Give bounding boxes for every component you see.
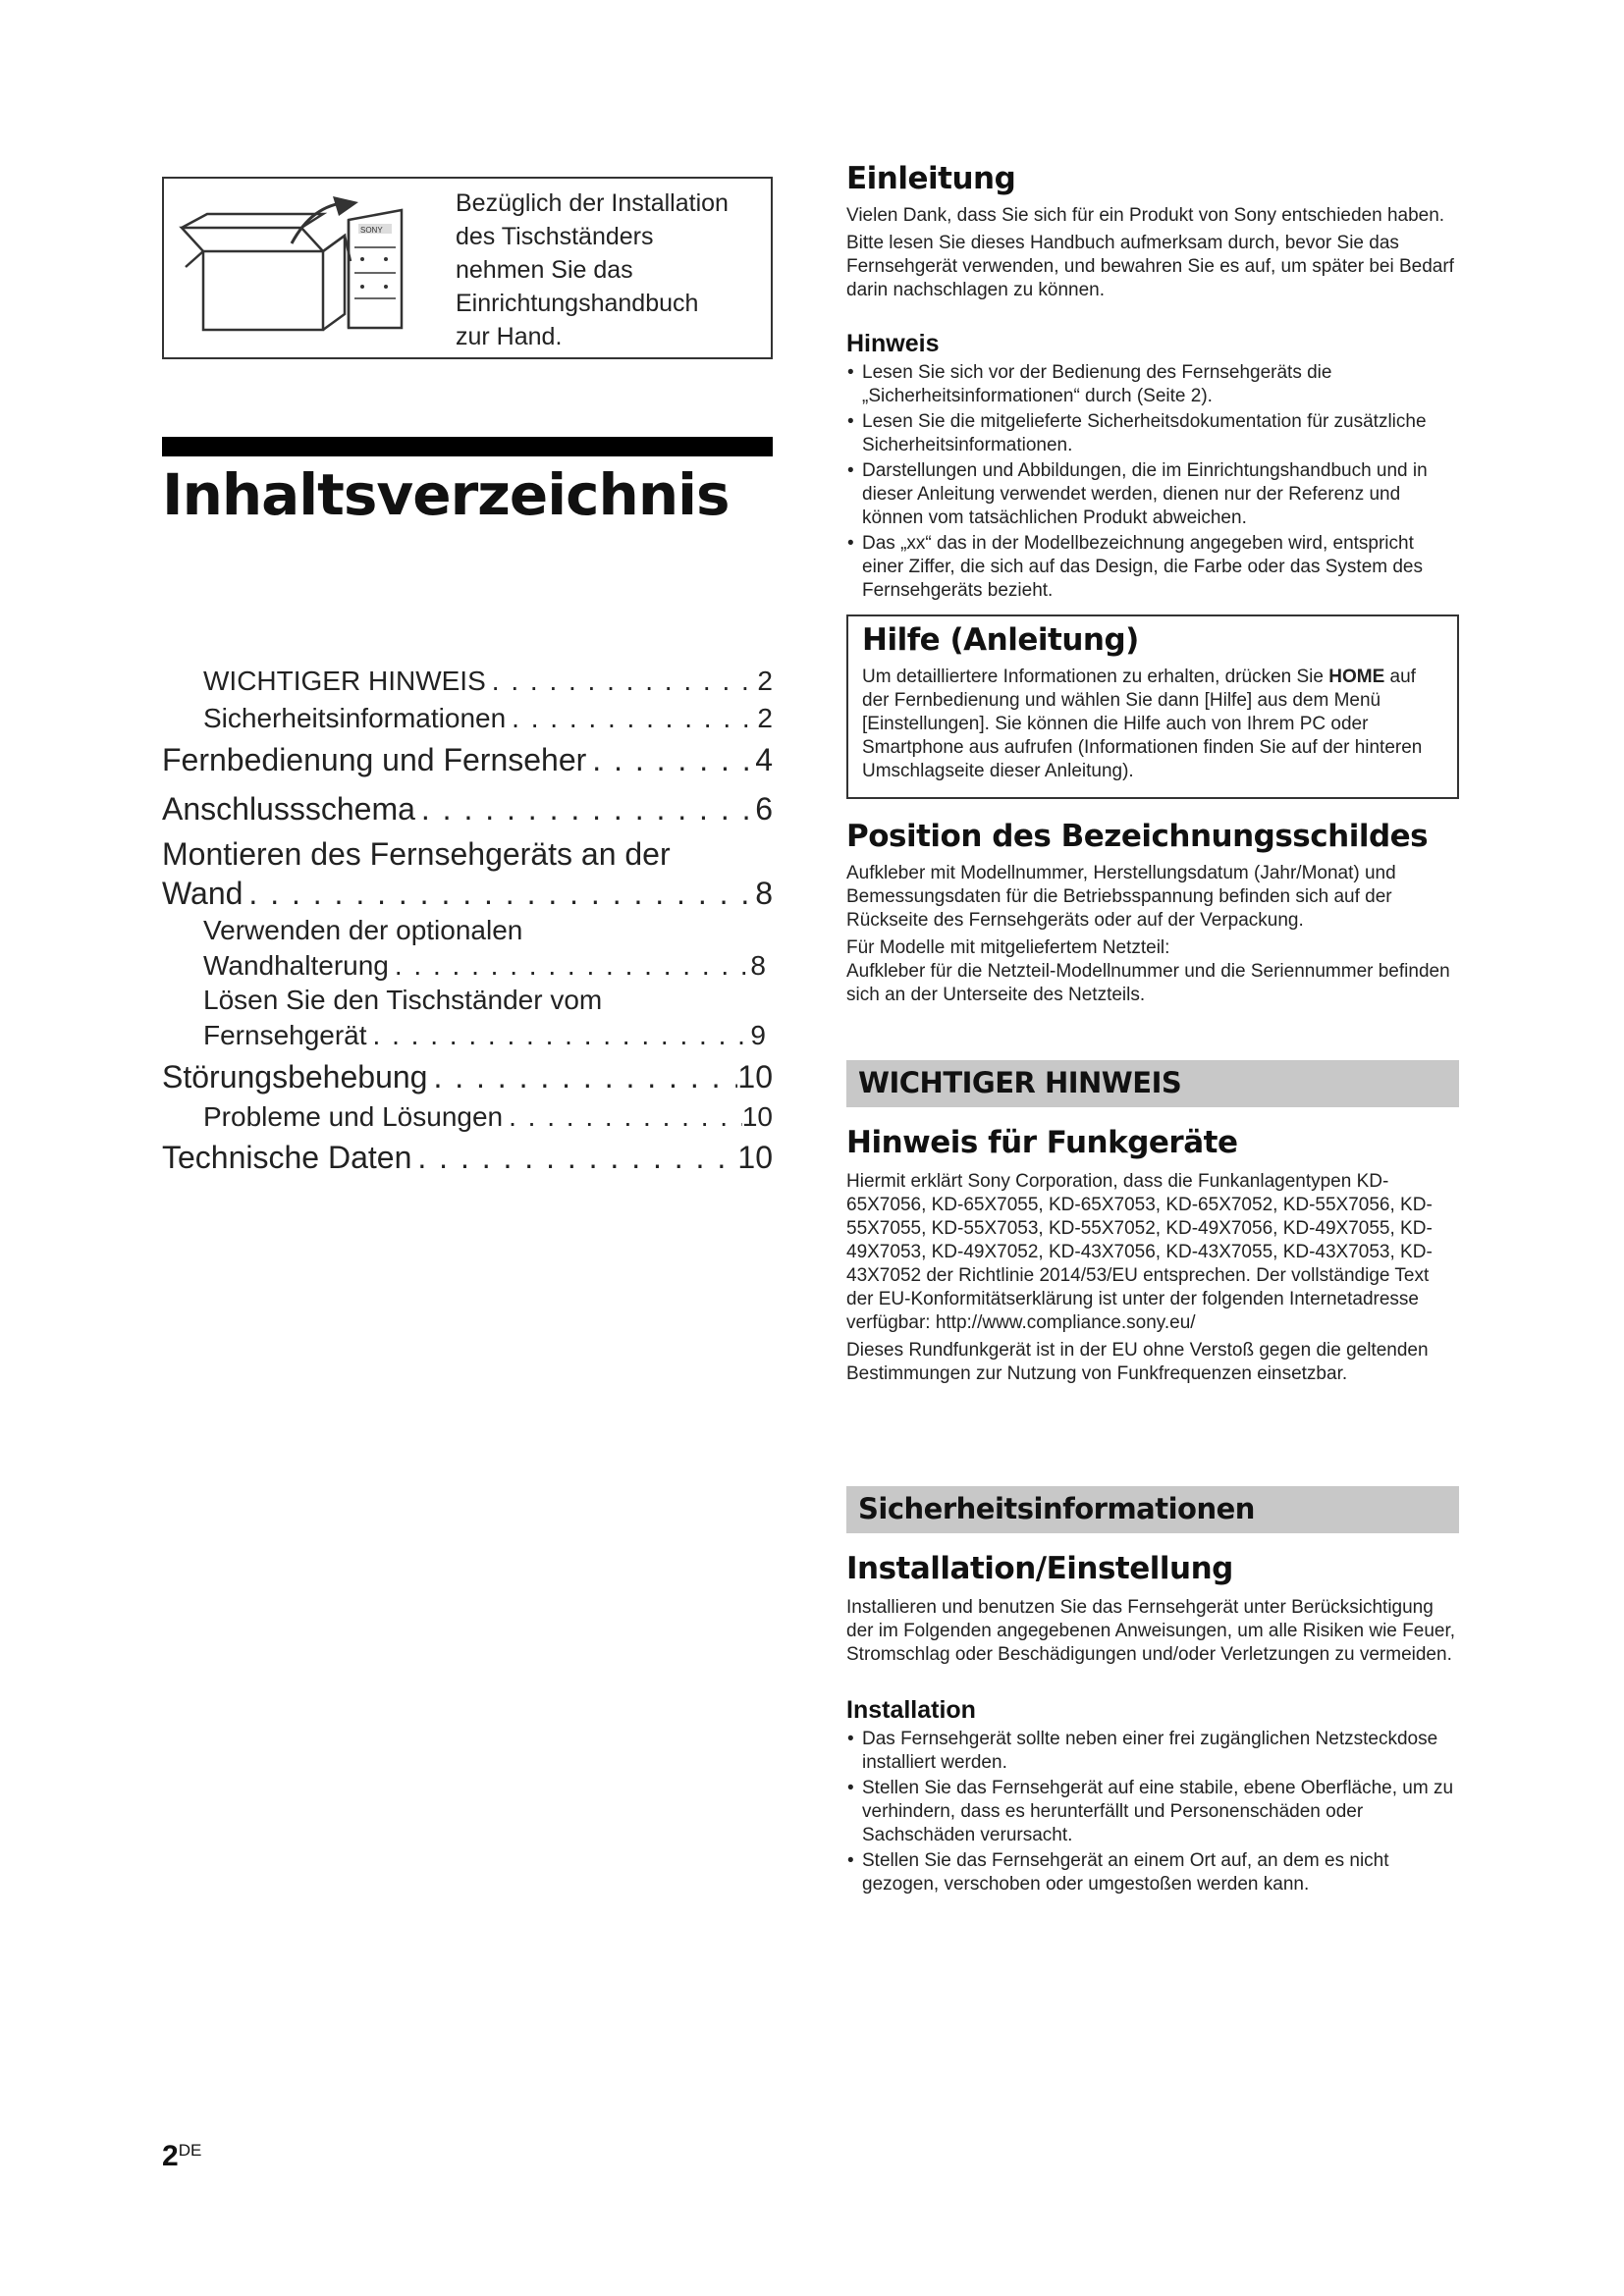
- toc-entry[interactable]: Fernsehgerät . . . 9: [203, 1020, 766, 1051]
- toc-entry[interactable]: WICHTIGER HINWEIS . . . 2: [203, 666, 773, 697]
- radio-notice-heading: Hinweis für Funkgeräte: [846, 1125, 1238, 1160]
- list-item: • Stellen Sie das Fernsehgerät auf eine stabile, ebene Oberfläche, um zu verhindern, dass es herunterfällt und Personenschäden oder Sachschäden verursacht.: [846, 1777, 1460, 1847]
- list-item: • Das „xx“ das in der Modellbezeichnung angegeben wird, entspricht einer Ziffer, die sich auf das Design, die Farbe oder das System des Fernsehgeräts bezieht.: [846, 532, 1460, 603]
- intro-heading: Einleitung: [846, 161, 1016, 196]
- toc-title: Inhaltsverzeichnis: [162, 461, 730, 528]
- page-number: 2DE: [162, 2140, 202, 2172]
- toc-entry-line[interactable]: Montieren des Fernsehgeräts an der: [162, 836, 671, 872]
- toc-entry[interactable]: Probleme und Lösungen . . . 10: [203, 1101, 773, 1133]
- toc-entry[interactable]: Wandhalterung . . . 8: [203, 950, 766, 982]
- installation-list: [846, 1728, 1460, 1898]
- tv-box-and-manual-illustration: [176, 192, 441, 346]
- toc-entry-line[interactable]: Lösen Sie den Tischständer vom: [203, 985, 603, 1015]
- installation-heading: Installation: [846, 1696, 976, 1724]
- section-bar-safety: Sicherheitsinformationen: [846, 1486, 1459, 1533]
- installation-setup-text: Installieren und benutzen Sie das Fernsehgerät unter Berücksichtigung der im Folgenden angegebenen Anweisungen, um alle Risiken wie Feuer, Stromschlag oder Beschädigungen und/oder Verletzungen zu vermeiden.: [846, 1597, 1456, 1665]
- toc-entry[interactable]: Wand . . . 8: [162, 876, 773, 912]
- installation-setup-heading: Installation/Einstellung: [846, 1551, 1233, 1586]
- home-key-label: HOME: [1328, 667, 1385, 687]
- list-item: • Das Fernsehgerät sollte neben einer frei zugänglichen Netzsteckdose installiert werden.: [846, 1728, 1460, 1775]
- help-text: Um detailliertere Informationen zu erhalten, drücken Sie HOME auf der Fernbedienung und wählen Sie dann [Hilfe] aus dem Menü [Einstellungen]. Sie können die Hilfe auch von Ihrem PC oder Smartphone aus aufrufen (Informationen finden Sie auf der hinteren Umschlagseite dieser Anleitung).: [862, 667, 1423, 781]
- toc-entry[interactable]: Anschlussschema . . . 6: [162, 791, 773, 828]
- setup-guide-note: [162, 177, 773, 359]
- section-bar-important: WICHTIGER HINWEIS: [846, 1060, 1459, 1107]
- toc-entry[interactable]: Fernbedienung und Fernseher . . . 4: [162, 742, 773, 778]
- toc-entry-line[interactable]: Verwenden der optionalen: [203, 915, 523, 945]
- help-box: [846, 614, 1459, 799]
- svg-text:SONY: SONY: [360, 226, 383, 235]
- list-item: • Darstellungen und Abbildungen, die im Einrichtungshandbuch und in dieser Anleitung verwendet werden, dienen nur der Referenz und können vom tatsächlichen Produkt abweichen.: [846, 459, 1460, 530]
- list-item: • Stellen Sie das Fernsehgerät an einem Ort auf, an dem es nicht gezogen, verschoben oder umgestoßen werden kann.: [846, 1849, 1460, 1896]
- intro-text: Vielen Dank, dass Sie sich für ein Produkt von Sony entschieden haben. Bitte lesen Sie dieses Handbuch aufmerksam durch, bevor Sie das Fernsehgerät verwenden, und bewahren Sie es auf, um später bei Bedarf darin nachschlagen zu können.: [846, 205, 1454, 300]
- label-position-heading: Position des Bezeichnungsschildes: [846, 819, 1429, 854]
- help-heading: Hilfe (Anleitung): [862, 622, 1139, 658]
- list-item: • Lesen Sie sich vor der Bedienung des Fernsehgeräts die „Sicherheitsinformationen“ durch (Seite 2).: [846, 361, 1460, 408]
- note-list: [846, 361, 1460, 605]
- toc-rule: [162, 437, 773, 456]
- toc-entry[interactable]: Technische Daten . . . 10: [162, 1140, 773, 1176]
- label-position-text: Aufkleber mit Modellnummer, Herstellungsdatum (Jahr/Monat) und Bemessungsdaten für die Betriebsspannung befinden sich auf der Rückseite des Fernsehgeräts oder auf der Verpackung. Für Modelle mit mitgeliefertem Netzteil: Aufkleber für die Netzteil-Modellnummer und die Seriennummer befinden sich an der Unterseite des Netzteils.: [846, 863, 1450, 1005]
- radio-notice-text: Hiermit erklärt Sony Corporation, dass die Funkanlagentypen KD-65X7056, KD-65X7055, KD-65X7053, KD-65X7052, KD-55X7056, KD-55X7055, KD-55X7053, KD-55X7052, KD-49X7056, KD-49X7055, KD-49X7053, KD-49X7052, KD-43X7056, KD-43X7055, KD-43X7053, KD-43X7052 der Richtlinie 2014/53/EU entsprechen. Der vollständige Text der EU-Konformitätserklärung ist unter der folgenden Internetadresse verfügbar: http://www.compliance.sony.eu/ Dieses Rundfunkgerät ist in der EU ohne Verstoß gegen die geltenden Bestimmungen zur Nutzung von Funkfrequenzen einsetzbar.: [846, 1171, 1433, 1384]
- setup-guide-note-text: Bezüglich der Installation des Tischständers nehmen Sie das Einrichtungshandbuch zur Hand.: [456, 189, 729, 350]
- note-heading: Hinweis: [846, 330, 940, 357]
- toc-entry[interactable]: Sicherheitsinformationen . . . 2: [203, 703, 773, 734]
- list-item: • Lesen Sie die mitgelieferte Sicherheitsdokumentation für zusätzliche Sicherheitsinformationen.: [846, 410, 1460, 457]
- toc-entry[interactable]: Störungsbehebung . . . 10: [162, 1059, 773, 1095]
